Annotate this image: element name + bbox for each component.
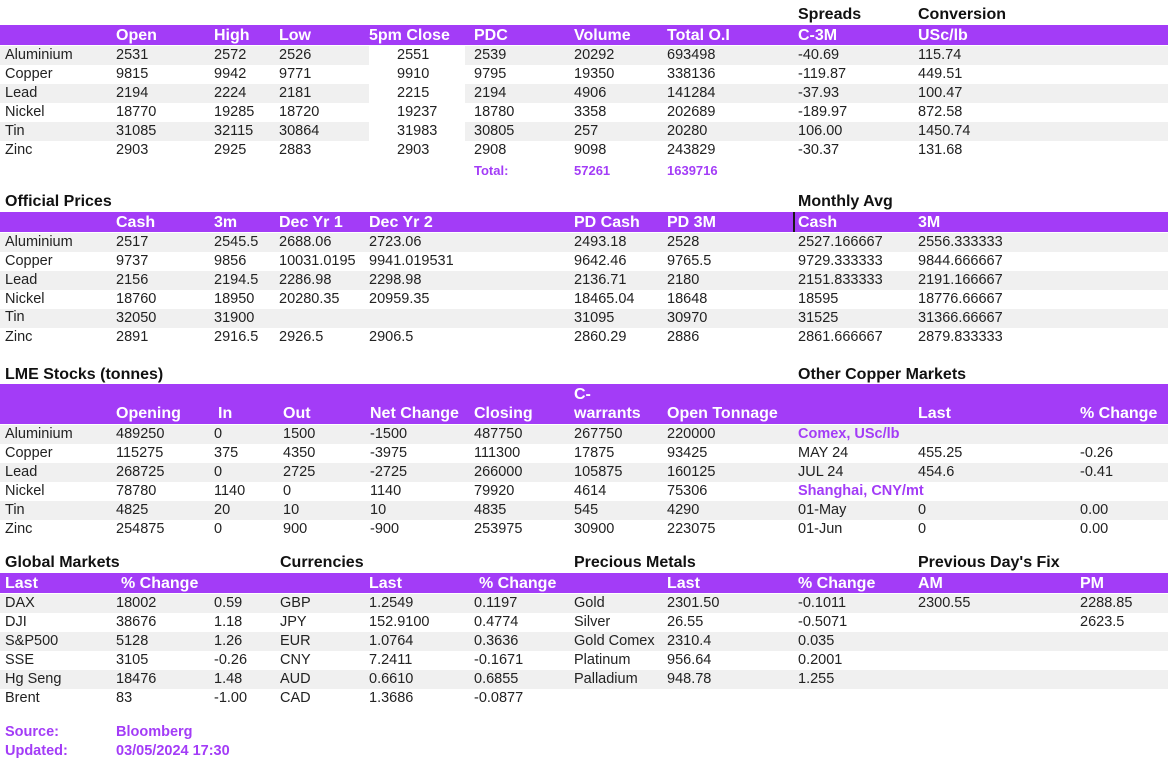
currency-name: GBP (280, 595, 311, 611)
col-precious-last: Last (667, 575, 700, 592)
open-tonnage-value: 93425 (667, 445, 708, 461)
index-last: 83 (116, 690, 133, 706)
col-cash: Cash (116, 214, 156, 231)
open-tonnage-value: 75306 (667, 483, 708, 499)
cash-value: 18760 (116, 291, 157, 307)
metal-name: Silver (574, 614, 611, 630)
source-label: Source: (5, 724, 59, 740)
currency-last: 1.2549 (369, 595, 414, 611)
in-value: 0 (214, 464, 223, 480)
col-high: High (214, 27, 250, 44)
fix-pm-value: 2623.5 (1080, 614, 1125, 630)
metal-name: Zinc (5, 521, 33, 537)
comex-change-value: -0.26 (1080, 445, 1114, 461)
col-fix-pm: PM (1080, 575, 1104, 592)
comex-change-value: -0.41 (1080, 464, 1114, 480)
index-change: 1.48 (214, 671, 243, 687)
col-pdc: PDC (474, 27, 508, 44)
cash-value: 2891 (116, 329, 149, 345)
closing-value: 4835 (474, 502, 507, 518)
col-open-tonnage: Open Tonnage (667, 405, 778, 422)
col-out: Out (283, 405, 311, 422)
metal-name: Copper (5, 253, 53, 269)
fix-pm-value: 2288.85 (1080, 595, 1133, 611)
oi-value: 693498 (667, 47, 716, 63)
out-value: 2725 (283, 464, 316, 480)
dec-yr2-value: 20959.35 (369, 291, 430, 307)
monthly-3m-value: 2191.166667 (918, 272, 1003, 288)
spread-value: 106.00 (798, 123, 843, 139)
monthly-cash-value: 2151.833333 (798, 272, 883, 288)
in-value: 0 (214, 426, 223, 442)
col-dec-yr2: Dec Yr 2 (369, 214, 433, 231)
open-tonnage-value: 223075 (667, 521, 716, 537)
in-value: 375 (214, 445, 239, 461)
3m-value: 31900 (214, 310, 255, 326)
metal-name: Copper (5, 445, 53, 461)
index-change: 1.26 (214, 633, 243, 649)
pd-cash-value: 18465.04 (574, 291, 635, 307)
metal-name: Tin (5, 123, 25, 139)
col-currency-last: Last (369, 575, 402, 592)
high-value: 9942 (214, 66, 247, 82)
conversion-value: 100.47 (918, 85, 963, 101)
opening-value: 254875 (116, 521, 165, 537)
header-divider (793, 212, 795, 232)
currency-name: JPY (280, 614, 307, 630)
opening-value: 268725 (116, 464, 165, 480)
col-volume: Volume (574, 27, 631, 44)
conversion-value: 115.74 (918, 47, 962, 63)
metal-name: Lead (5, 464, 38, 480)
index-change: 1.18 (214, 614, 243, 630)
open-value: 2531 (116, 47, 149, 63)
pdc-value: 2908 (474, 142, 507, 158)
index-name: Brent (5, 690, 40, 706)
pdc-value: 2539 (474, 47, 507, 63)
col-monthly-cash: Cash (798, 214, 838, 231)
shanghai-contract-label: 01-May (798, 502, 847, 518)
out-value: 10 (283, 502, 300, 518)
oi-value: 243829 (667, 142, 716, 158)
volume-value: 3358 (574, 104, 607, 120)
spread-value: -37.93 (798, 85, 840, 101)
updated-value: 03/05/2024 17:30 (116, 743, 230, 759)
index-last: 38676 (116, 614, 157, 630)
warrants-value: 105875 (574, 464, 623, 480)
volume-value: 4906 (574, 85, 607, 101)
header-bar-official (0, 212, 1168, 232)
index-last: 18002 (116, 595, 157, 611)
col-total-oi: Total O.I (667, 27, 730, 44)
monthly-3m-value: 2556.333333 (918, 234, 1003, 250)
closing-value: 79920 (474, 483, 515, 499)
high-value: 2224 (214, 85, 247, 101)
close-value: 9910 (397, 66, 430, 82)
shanghai-last-value: 0 (918, 521, 927, 537)
comex-contract-label: MAY 24 (798, 445, 849, 461)
index-last: 18476 (116, 671, 157, 687)
3m-value: 2194.5 (214, 272, 259, 288)
monthly-3m-value: 31366.66667 (918, 310, 1003, 326)
dec-yr2-value: 9941.019531 (369, 253, 454, 269)
pdc-value: 30805 (474, 123, 515, 139)
in-value: 20 (214, 502, 231, 518)
col-3m: 3m (214, 214, 238, 231)
shanghai-contract-label: 01-Jun (798, 521, 843, 537)
volume-value: 257 (574, 123, 599, 139)
net-change-value: -3975 (370, 445, 408, 461)
currency-last: 7.2411 (369, 652, 413, 668)
metal-name: Gold Comex (574, 633, 655, 649)
market-row (0, 689, 1168, 708)
col-open: Open (116, 27, 157, 44)
currency-change: -0.1671 (474, 652, 524, 668)
closing-value: 266000 (474, 464, 523, 480)
net-change-value: -900 (370, 521, 400, 537)
oi-value: 20280 (667, 123, 708, 139)
index-name: SSE (5, 652, 35, 668)
metal-name: Gold (574, 595, 605, 611)
pdc-value: 9795 (474, 66, 507, 82)
metal-name: Lead (5, 85, 38, 101)
metal-name: Zinc (5, 142, 33, 158)
3m-value: 2545.5 (214, 234, 259, 250)
spread-value: -119.87 (798, 66, 847, 82)
metal-name: Nickel (5, 483, 45, 499)
dec-yr2-value: 2298.98 (369, 272, 422, 288)
warrants-value: 4614 (574, 483, 607, 499)
precious-change: 0.2001 (798, 652, 843, 668)
currency-change: 0.1197 (474, 595, 518, 611)
net-change-value: 10 (370, 502, 387, 518)
high-value: 32115 (214, 123, 254, 139)
col-net-change: Net Change (370, 405, 459, 422)
header-bar-prices (0, 25, 1168, 45)
index-name: DAX (5, 595, 35, 611)
comex-contract-label: JUL 24 (798, 464, 844, 480)
pd-cash-value: 2136.71 (574, 272, 627, 288)
col-low: Low (279, 27, 311, 44)
comex-last-value: 454.6 (918, 464, 955, 480)
cash-value: 32050 (116, 310, 157, 326)
oi-value: 202689 (667, 104, 716, 120)
metal-name: Tin (5, 309, 25, 325)
monthly-3m-value: 2879.833333 (918, 329, 1003, 345)
other-copper-title: Other Copper Markets (798, 366, 967, 383)
metal-name: Copper (5, 66, 53, 82)
high-value: 19285 (214, 104, 255, 120)
metal-name: Lead (5, 272, 38, 288)
index-change: -1.00 (214, 690, 248, 706)
currency-change: -0.0877 (474, 690, 524, 706)
col-other-change: % Change (1080, 405, 1158, 422)
precious-last: 26.55 (667, 614, 704, 630)
index-change: -0.26 (214, 652, 248, 668)
out-value: 4350 (283, 445, 316, 461)
volume-value: 9098 (574, 142, 607, 158)
currency-change: 0.3636 (474, 633, 519, 649)
shanghai-last-value: 0 (918, 502, 927, 518)
open-value: 31085 (116, 123, 157, 139)
col-precious-change: % Change (798, 575, 876, 592)
cash-value: 2156 (116, 272, 149, 288)
in-value: 1140 (214, 483, 246, 499)
out-value: 0 (283, 483, 292, 499)
cash-value: 2517 (116, 234, 149, 250)
oi-value: 141284 (667, 85, 716, 101)
shanghai-change-value: 0.00 (1080, 502, 1109, 518)
high-value: 2572 (214, 47, 247, 63)
currency-last: 0.6610 (369, 671, 414, 687)
total-label: Total: (474, 163, 509, 178)
precious-last: 2310.4 (667, 633, 712, 649)
monthly-cash-value: 9729.333333 (798, 253, 883, 269)
index-last: 3105 (116, 652, 149, 668)
pd-3m-value: 9765.5 (667, 253, 712, 269)
oi-value: 338136 (667, 66, 716, 82)
precious-metals-title: Precious Metals (574, 554, 696, 571)
dec-yr1-value: 2286.98 (279, 272, 332, 288)
monthly-avg-title: Monthly Avg (798, 193, 893, 210)
3m-value: 18950 (214, 291, 255, 307)
currencies-title: Currencies (280, 554, 364, 571)
metal-name: Palladium (574, 671, 638, 687)
warrants-value: 17875 (574, 445, 615, 461)
pd-3m-value: 18648 (667, 291, 708, 307)
col-c: C- (574, 386, 591, 403)
conversion-title: Conversion (918, 6, 1007, 23)
metal-name: Platinum (574, 652, 631, 668)
pd-cash-value: 9642.46 (574, 253, 627, 269)
out-value: 900 (283, 521, 308, 537)
header-bar-markets (0, 573, 1168, 593)
warrants-value: 545 (574, 502, 599, 518)
index-name: S&P500 (5, 633, 59, 649)
spreads-title: Spreads (798, 6, 862, 23)
currency-name: EUR (280, 633, 311, 649)
precious-change: -0.1011 (798, 595, 847, 611)
pdc-value: 2194 (474, 85, 507, 101)
pd-3m-value: 2528 (667, 234, 700, 250)
source-value: Bloomberg (116, 724, 193, 740)
col-monthly-3m: 3M (918, 214, 941, 231)
col-global-last: Last (5, 575, 38, 592)
col-global-change: % Change (121, 575, 199, 592)
precious-last: 948.78 (667, 671, 712, 687)
dec-yr1-value: 2926.5 (279, 329, 324, 345)
close-value: 19237 (397, 104, 438, 120)
currency-last: 152.9100 (369, 614, 430, 630)
updated-label: Updated: (5, 743, 68, 759)
currency-name: AUD (280, 671, 311, 687)
precious-last: 2301.50 (667, 595, 720, 611)
pdc-value: 18780 (474, 104, 515, 120)
metal-name: Zinc (5, 329, 33, 345)
col-5pm-close: 5pm Close (369, 27, 450, 44)
fix-am-value: 2300.55 (918, 595, 971, 611)
col-usc-lb: USc/lb (918, 27, 968, 44)
opening-value: 78780 (116, 483, 157, 499)
opening-value: 489250 (116, 426, 165, 442)
pd-cash-value: 31095 (574, 310, 615, 326)
closing-value: 253975 (474, 521, 523, 537)
metal-name: Aluminium (5, 234, 73, 250)
conversion-value: 131.68 (918, 142, 963, 158)
monthly-3m-value: 18776.66667 (918, 291, 1003, 307)
low-value: 30864 (279, 123, 320, 139)
open-value: 2194 (116, 85, 149, 101)
previous-fix-title: Previous Day's Fix (918, 554, 1060, 571)
warrants-value: 267750 (574, 426, 623, 442)
in-value: 0 (214, 521, 223, 537)
precious-change: 0.035 (798, 633, 835, 649)
open-value: 2903 (116, 142, 149, 158)
col-c-3m: C-3M (798, 27, 838, 44)
shanghai-change-value: 0.00 (1080, 521, 1109, 537)
monthly-3m-value: 9844.666667 (918, 253, 1003, 269)
currency-last: 1.0764 (369, 633, 414, 649)
open-value: 18770 (116, 104, 157, 120)
dec-yr1-value: 2688.06 (279, 234, 332, 250)
monthly-cash-value: 18595 (798, 291, 839, 307)
dec-yr1-value: 20280.35 (279, 291, 340, 307)
col-closing: Closing (474, 405, 533, 422)
close-value: 31983 (397, 123, 438, 139)
open-tonnage-value: 160125 (667, 464, 716, 480)
metal-name: Nickel (5, 291, 45, 307)
global-markets-title: Global Markets (5, 554, 120, 571)
header-bar-stocks (0, 384, 1168, 424)
precious-last: 956.64 (667, 652, 712, 668)
index-last: 5128 (116, 633, 149, 649)
col-fix-am: AM (918, 575, 943, 592)
low-value: 2526 (279, 47, 312, 63)
col-opening: Opening (116, 405, 181, 422)
col-in: In (218, 405, 233, 422)
dec-yr2-value: 2906.5 (369, 329, 414, 345)
open-tonnage-value: 220000 (667, 426, 716, 442)
close-value: 2215 (397, 85, 430, 101)
3m-value: 9856 (214, 253, 247, 269)
conversion-value: 449.51 (918, 66, 963, 82)
spread-value: -30.37 (798, 142, 840, 158)
monthly-cash-value: 31525 (798, 310, 839, 326)
open-value: 9815 (116, 66, 149, 82)
precious-change: -0.5071 (798, 614, 848, 630)
conversion-value: 872.58 (918, 104, 963, 120)
index-name: DJI (5, 614, 27, 630)
pd-cash-value: 2860.29 (574, 329, 627, 345)
shanghai-label: Shanghai, CNY/mt (798, 483, 924, 499)
3m-value: 2916.5 (214, 329, 259, 345)
metal-name: Tin (5, 502, 25, 518)
net-change-value: -1500 (370, 426, 408, 442)
spread-value: -189.97 (798, 104, 848, 120)
col-dec-yr1: Dec Yr 1 (279, 214, 343, 231)
closing-value: 487750 (474, 426, 523, 442)
currency-change: 0.4774 (474, 614, 519, 630)
low-value: 18720 (279, 104, 320, 120)
comex-last-value: 455.25 (918, 445, 963, 461)
volume-value: 20292 (574, 47, 615, 63)
metal-name: Aluminium (5, 426, 73, 442)
official-prices-title: Official Prices (5, 193, 112, 210)
pd-3m-value: 2180 (667, 272, 700, 288)
metal-name: Aluminium (5, 47, 73, 63)
pd-cash-value: 2493.18 (574, 234, 627, 250)
conversion-value: 1450.74 (918, 123, 971, 139)
close-value: 2903 (397, 142, 430, 158)
opening-value: 4825 (116, 502, 149, 518)
lme-stocks-title: LME Stocks (tonnes) (5, 366, 164, 383)
low-value: 2883 (279, 142, 312, 158)
pd-3m-value: 2886 (667, 329, 700, 345)
opening-value: 115275 (116, 445, 164, 461)
index-name: Hg Seng (5, 671, 62, 687)
currency-name: CAD (280, 690, 311, 706)
pd-3m-value: 30970 (667, 310, 708, 326)
out-value: 1500 (283, 426, 316, 442)
metal-name: Nickel (5, 104, 45, 120)
monthly-cash-value: 2861.666667 (798, 329, 883, 345)
cash-value: 9737 (116, 253, 149, 269)
warrants-value: 30900 (574, 521, 615, 537)
col-pd-cash: PD Cash (574, 214, 640, 231)
col-other-last: Last (918, 405, 951, 422)
spread-value: -40.69 (798, 47, 840, 63)
close-value: 2551 (397, 47, 430, 63)
col-currency-change: % Change (479, 575, 557, 592)
open-tonnage-value: 4290 (667, 502, 700, 518)
net-change-value: 1140 (370, 483, 402, 499)
currency-last: 1.3686 (369, 690, 414, 706)
monthly-cash-value: 2527.166667 (798, 234, 883, 250)
low-value: 2181 (279, 85, 312, 101)
precious-change: 1.255 (798, 671, 835, 687)
closing-value: 111300 (474, 445, 521, 461)
dec-yr2-value: 2723.06 (369, 234, 422, 250)
total-oi: 1639716 (667, 163, 718, 178)
high-value: 2925 (214, 142, 247, 158)
total-volume: 57261 (574, 163, 611, 178)
comex-label: Comex, USc/lb (798, 426, 900, 442)
low-value: 9771 (279, 66, 312, 82)
currency-name: CNY (280, 652, 311, 668)
currency-change: 0.6855 (474, 671, 519, 687)
col-pd-3m: PD 3M (667, 214, 716, 231)
dec-yr1-value: 10031.0195 (279, 253, 356, 269)
col-warrants: warrants (574, 405, 641, 422)
index-change: 0.59 (214, 595, 243, 611)
net-change-value: -2725 (370, 464, 408, 480)
volume-value: 19350 (574, 66, 615, 82)
